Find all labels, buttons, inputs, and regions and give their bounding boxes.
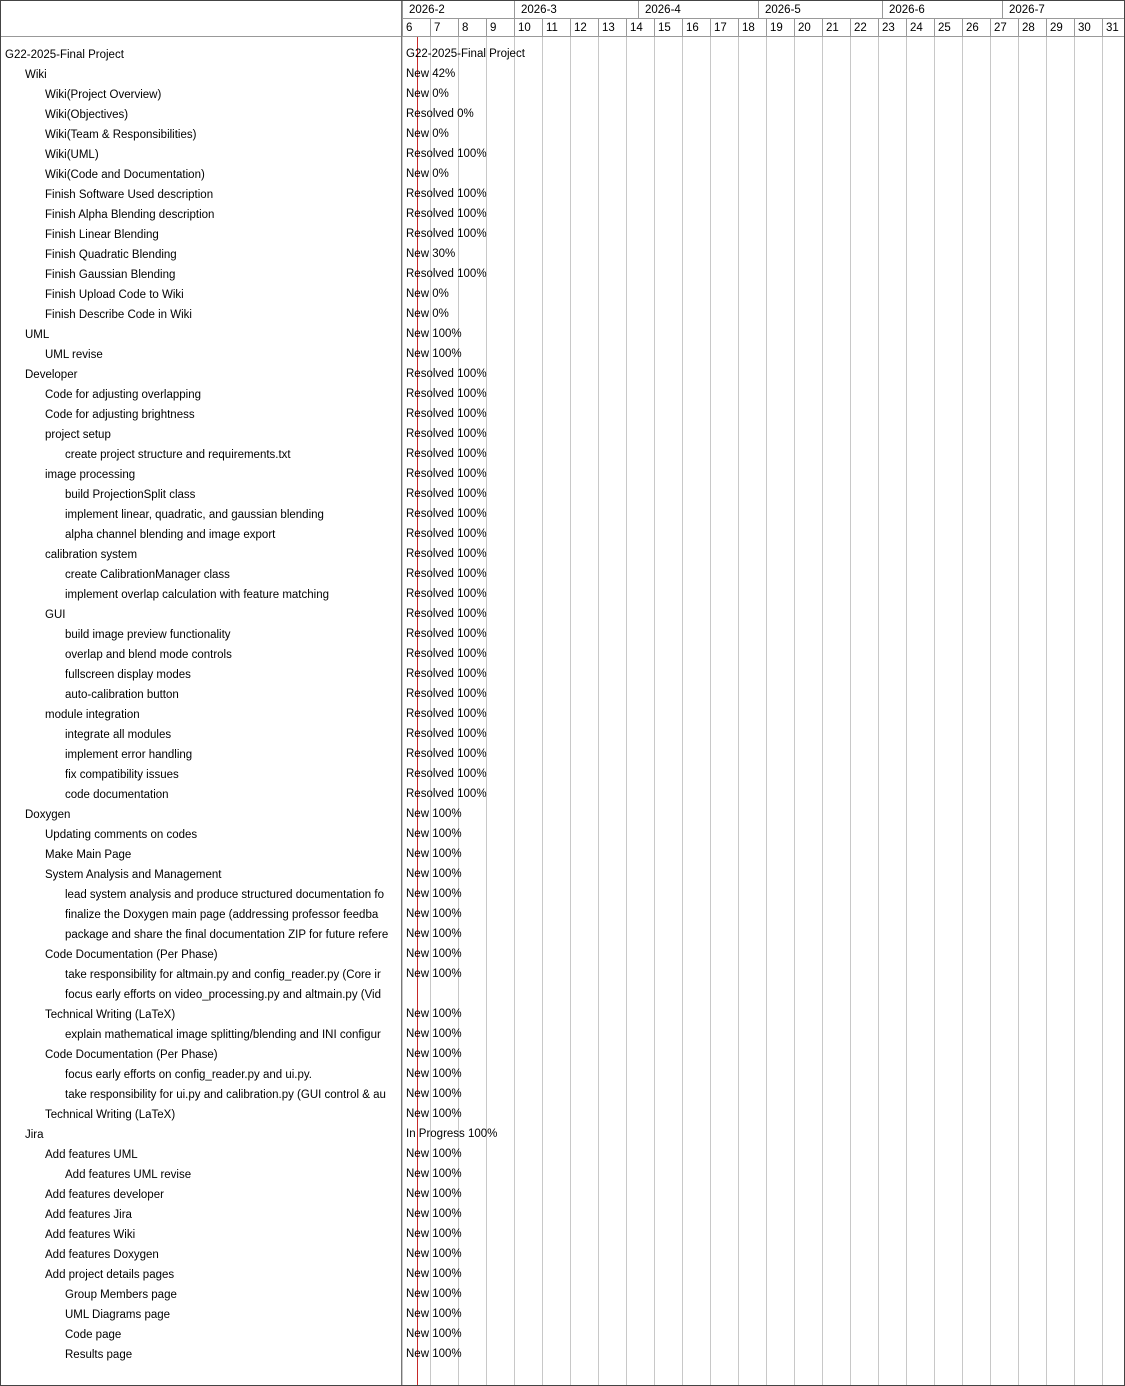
day-label: 23 — [878, 19, 906, 37]
task-row[interactable] — [1, 545, 401, 565]
task-row[interactable] — [1, 1025, 401, 1045]
day-gridline — [654, 37, 655, 1386]
day-gridline — [1102, 37, 1103, 1386]
day-gridline — [682, 37, 683, 1386]
task-row[interactable] — [1, 1065, 401, 1085]
task-name: UML revise — [45, 349, 103, 361]
task-status-label[interactable]: Resolved 100% — [406, 648, 487, 660]
task-name: Jira — [25, 1129, 44, 1141]
task-status-label[interactable]: New 100% — [406, 1228, 462, 1240]
task-status-label[interactable]: New 100% — [406, 1008, 462, 1020]
task-row[interactable] — [1, 925, 401, 945]
task-status-label[interactable]: New 100% — [406, 1208, 462, 1220]
day-label: 8 — [458, 19, 486, 37]
task-name: Add features developer — [45, 1189, 164, 1201]
task-name: Doxygen — [25, 809, 71, 821]
task-name: Developer — [25, 369, 78, 381]
task-status-label[interactable]: Resolved 0% — [406, 108, 474, 120]
day-gridline — [794, 37, 795, 1386]
task-name: Make Main Page — [45, 849, 132, 861]
task-name: UML Diagrams page — [65, 1309, 171, 1321]
task-name: Finish Quadratic Blending — [45, 249, 177, 261]
task-list-header — [1, 1, 401, 37]
task-status-label[interactable]: New 100% — [406, 1148, 462, 1160]
task-status-label[interactable]: Resolved 100% — [406, 688, 487, 700]
task-name: Add features UML revise — [65, 1169, 192, 1181]
task-name: Wiki(Team & Responsibilities) — [45, 129, 197, 141]
task-name: overlap and blend mode controls — [65, 649, 232, 661]
task-status-label[interactable]: Resolved 100% — [406, 728, 487, 740]
task-name: Finish Describe Code in Wiki — [45, 309, 192, 321]
task-name: Finish Software Used description — [45, 189, 214, 201]
task-name: Wiki(Code and Documentation) — [45, 169, 205, 181]
task-name: integrate all modules — [65, 729, 172, 741]
task-row[interactable] — [1, 265, 401, 285]
task-row[interactable] — [1, 125, 401, 145]
task-name: package and share the final documentation ZIP for future refere — [65, 929, 389, 941]
task-row[interactable] — [1, 205, 401, 225]
day-gridline — [542, 37, 543, 1386]
task-status-label[interactable]: New 100% — [406, 948, 462, 960]
task-row[interactable] — [1, 665, 401, 685]
task-name: GUI — [45, 609, 66, 621]
task-name: auto-calibration button — [65, 689, 179, 701]
month-label: 2026-2 — [402, 1, 514, 19]
task-name: build ProjectionSplit class — [65, 489, 196, 501]
task-row[interactable] — [1, 805, 401, 825]
task-name: Finish Gaussian Blending — [45, 269, 176, 281]
task-status-label[interactable]: Resolved 100% — [406, 668, 487, 680]
task-name: module integration — [45, 709, 140, 721]
day-label: 27 — [990, 19, 1018, 37]
day-label: 6 — [402, 19, 430, 37]
task-name: Group Members page — [65, 1289, 177, 1301]
month-label: 2026-5 — [758, 1, 882, 19]
day-gridline — [962, 37, 963, 1386]
task-row[interactable] — [1, 345, 401, 365]
task-row[interactable] — [1, 865, 401, 885]
task-row[interactable] — [1, 185, 401, 205]
task-name: implement error handling — [65, 749, 193, 761]
day-label: 18 — [738, 19, 766, 37]
task-row[interactable] — [1, 725, 401, 745]
task-name: implement linear, quadratic, and gaussian blending — [65, 509, 324, 521]
day-gridline — [934, 37, 935, 1386]
task-status-label[interactable]: New 100% — [406, 1268, 462, 1280]
task-row[interactable] — [1, 1205, 401, 1225]
task-row[interactable] — [1, 245, 401, 265]
task-row[interactable] — [1, 1225, 401, 1245]
task-row[interactable] — [1, 45, 401, 65]
task-row[interactable] — [1, 1345, 401, 1365]
task-name: project setup — [45, 429, 111, 441]
task-name: Add project details pages — [45, 1269, 175, 1281]
day-label: 19 — [766, 19, 794, 37]
task-row[interactable] — [1, 1185, 401, 1205]
task-status-label[interactable]: New 100% — [406, 848, 462, 860]
task-name: implement overlap calculation with feature matching — [65, 589, 329, 601]
task-name: System Analysis and Management — [45, 869, 222, 881]
task-row[interactable] — [1, 445, 401, 465]
day-label: 28 — [1018, 19, 1046, 37]
task-row[interactable] — [1, 905, 401, 925]
day-gridline — [878, 37, 879, 1386]
task-row[interactable] — [1, 845, 401, 865]
day-gridline — [710, 37, 711, 1386]
task-status-label[interactable]: Resolved 100% — [406, 448, 487, 460]
day-label: 15 — [654, 19, 682, 37]
task-name: Wiki(UML) — [45, 149, 99, 161]
task-status-label[interactable]: Resolved 100% — [406, 368, 487, 380]
task-status-label[interactable]: New 100% — [406, 868, 462, 880]
task-name: build image preview functionality — [65, 629, 231, 641]
task-status-label[interactable]: Resolved 100% — [406, 748, 487, 760]
task-row[interactable] — [1, 285, 401, 305]
day-label: 17 — [710, 19, 738, 37]
task-name: create CalibrationManager class — [65, 569, 230, 581]
day-gridline — [766, 37, 767, 1386]
day-label: 20 — [794, 19, 822, 37]
task-status-label[interactable]: New 100% — [406, 1048, 462, 1060]
task-name: Wiki(Objectives) — [45, 109, 129, 121]
task-status-label[interactable]: Resolved 100% — [406, 708, 487, 720]
task-row[interactable] — [1, 1305, 401, 1325]
task-row[interactable] — [1, 1005, 401, 1025]
day-label: 9 — [486, 19, 514, 37]
task-name: code documentation — [65, 789, 169, 801]
month-label: 2026-3 — [514, 1, 638, 19]
task-row[interactable] — [1, 505, 401, 525]
task-status-label[interactable]: New 0% — [406, 128, 449, 140]
task-name: Code for adjusting overlapping — [45, 389, 201, 401]
task-status-label[interactable]: Resolved 100% — [406, 588, 487, 600]
task-name: fix compatibility issues — [65, 769, 179, 781]
task-row[interactable] — [1, 645, 401, 665]
task-row[interactable] — [1, 1085, 401, 1105]
task-name: create project structure and requirements.txt — [65, 449, 291, 461]
task-row[interactable] — [1, 605, 401, 625]
task-status-label[interactable]: New 0% — [406, 88, 449, 100]
task-status-label[interactable]: New 100% — [406, 1108, 462, 1120]
task-row[interactable] — [1, 325, 401, 345]
day-gridline — [1046, 37, 1047, 1386]
task-name: Code for adjusting brightness — [45, 409, 195, 421]
day-label: 29 — [1046, 19, 1074, 37]
task-status-label[interactable]: Resolved 100% — [406, 408, 487, 420]
task-status-label[interactable]: New 0% — [406, 308, 449, 320]
month-label: 2026-7 — [1002, 1, 1125, 19]
task-row[interactable] — [1, 105, 401, 125]
task-status-label[interactable]: New 100% — [406, 1088, 462, 1100]
day-label: 21 — [822, 19, 850, 37]
task-status-label[interactable]: Resolved 100% — [406, 568, 487, 580]
task-status-label[interactable]: Resolved 100% — [406, 788, 487, 800]
day-gridline — [514, 37, 515, 1386]
day-gridline — [822, 37, 823, 1386]
task-status-label[interactable]: New 100% — [406, 1068, 462, 1080]
task-row[interactable] — [1, 565, 401, 585]
task-status-label[interactable]: Resolved 100% — [406, 148, 487, 160]
day-label: 25 — [934, 19, 962, 37]
task-row[interactable] — [1, 685, 401, 705]
task-status-label[interactable]: New 100% — [406, 1168, 462, 1180]
task-name: Technical Writing (LaTeX) — [45, 1109, 176, 1121]
task-name: Finish Alpha Blending description — [45, 209, 215, 221]
day-label: 31 — [1102, 19, 1125, 37]
task-status-label[interactable]: New 100% — [406, 828, 462, 840]
task-row[interactable] — [1, 1245, 401, 1265]
task-row[interactable] — [1, 625, 401, 645]
task-row[interactable] — [1, 65, 401, 85]
task-status-label[interactable]: Resolved 100% — [406, 468, 487, 480]
task-status-label[interactable]: New 30% — [406, 248, 456, 260]
task-name: Results page — [65, 1349, 133, 1361]
task-row[interactable] — [1, 1165, 401, 1185]
task-row[interactable] — [1, 965, 401, 985]
task-row[interactable] — [1, 1045, 401, 1065]
task-name: take responsibility for ui.py and calibration.py (GUI control & au — [65, 1089, 386, 1101]
task-status-label[interactable]: Resolved 100% — [406, 228, 487, 240]
day-gridline — [570, 37, 571, 1386]
task-status-label[interactable]: Resolved 100% — [406, 208, 487, 220]
task-row[interactable] — [1, 165, 401, 185]
task-status-label[interactable]: New 100% — [406, 1288, 462, 1300]
task-status-label[interactable]: New 100% — [406, 808, 462, 820]
task-name: lead system analysis and produce structured documentation fo — [65, 889, 384, 901]
day-label: 10 — [514, 19, 542, 37]
task-row[interactable] — [1, 1125, 401, 1145]
task-status-label[interactable]: In Progress 100% — [406, 1128, 498, 1140]
timeline-panel — [402, 1, 1125, 1386]
task-name: Code Documentation (Per Phase) — [45, 949, 218, 961]
task-name: Code Documentation (Per Phase) — [45, 1049, 218, 1061]
task-status-label[interactable]: Resolved 100% — [406, 488, 487, 500]
day-label: 22 — [850, 19, 878, 37]
task-row[interactable] — [1, 385, 401, 405]
day-gridline — [402, 37, 403, 1386]
day-label: 13 — [598, 19, 626, 37]
task-status-label[interactable]: Resolved 100% — [406, 508, 487, 520]
task-name: image processing — [45, 469, 136, 481]
task-status-label[interactable]: New 42% — [406, 68, 456, 80]
task-name: Finish Linear Blending — [45, 229, 159, 241]
day-label: 14 — [626, 19, 654, 37]
day-label: 30 — [1074, 19, 1102, 37]
task-row[interactable] — [1, 945, 401, 965]
day-gridline — [738, 37, 739, 1386]
task-name: UML — [25, 329, 50, 341]
day-label: 11 — [542, 19, 570, 37]
task-status-label[interactable]: Resolved 100% — [406, 188, 487, 200]
day-gridline — [906, 37, 907, 1386]
task-name: Wiki — [25, 69, 47, 81]
task-status-label[interactable]: New 0% — [406, 168, 449, 180]
month-label: 2026-4 — [638, 1, 758, 19]
day-label: 24 — [906, 19, 934, 37]
task-row[interactable] — [1, 225, 401, 245]
task-row[interactable] — [1, 305, 401, 325]
task-status-label[interactable]: New 100% — [406, 1248, 462, 1260]
task-name: Updating comments on codes — [45, 829, 198, 841]
task-name: fullscreen display modes — [65, 669, 191, 681]
day-gridline — [598, 37, 599, 1386]
task-name: Finish Upload Code to Wiki — [45, 289, 184, 301]
task-status-label[interactable]: New 100% — [406, 968, 462, 980]
task-name: G22-2025-Final Project — [5, 49, 124, 61]
task-status-label[interactable]: Resolved 100% — [406, 528, 487, 540]
task-row[interactable] — [1, 1265, 401, 1285]
task-name: Add features UML — [45, 1149, 138, 1161]
day-gridline — [1074, 37, 1075, 1386]
task-row[interactable] — [1, 145, 401, 165]
task-row[interactable] — [1, 885, 401, 905]
task-name: Add features Jira — [45, 1209, 132, 1221]
task-status-label[interactable]: New 100% — [406, 1188, 462, 1200]
task-status-label[interactable]: G22-2025-Final Project — [406, 48, 525, 60]
task-status-label[interactable]: Resolved 100% — [406, 268, 487, 280]
task-status-label[interactable]: Resolved 100% — [406, 428, 487, 440]
task-row[interactable] — [1, 705, 401, 725]
task-status-label[interactable]: New 100% — [406, 348, 462, 360]
day-label: 7 — [430, 19, 458, 37]
task-row[interactable] — [1, 745, 401, 765]
day-label: 12 — [570, 19, 598, 37]
task-name: Add features Doxygen — [45, 1249, 159, 1261]
task-name: Technical Writing (LaTeX) — [45, 1009, 176, 1021]
task-status-label[interactable]: New 100% — [406, 328, 462, 340]
task-row[interactable] — [1, 485, 401, 505]
task-row[interactable] — [1, 825, 401, 845]
task-name: focus early efforts on video_processing.py and altmain.py (Vid — [65, 989, 382, 1001]
task-name: focus early efforts on config_reader.py and ui.py. — [65, 1069, 312, 1081]
task-name: Wiki(Project Overview) — [45, 89, 162, 101]
task-status-label[interactable]: New 100% — [406, 1328, 462, 1340]
task-status-label[interactable]: New 0% — [406, 288, 449, 300]
task-status-label[interactable]: New 100% — [406, 1308, 462, 1320]
task-name: explain mathematical image splitting/blending and INI configur — [65, 1029, 381, 1041]
task-list-panel — [1, 1, 401, 1386]
day-gridline — [1018, 37, 1019, 1386]
task-name: Add features Wiki — [45, 1229, 136, 1241]
task-row[interactable] — [1, 1105, 401, 1125]
task-status-label[interactable]: New 100% — [406, 928, 462, 940]
task-name: alpha channel blending and image export — [65, 529, 276, 541]
task-row[interactable] — [1, 465, 401, 485]
task-row[interactable] — [1, 585, 401, 605]
task-name: calibration system — [45, 549, 138, 561]
task-row[interactable] — [1, 1325, 401, 1345]
task-status-label[interactable]: Resolved 100% — [406, 388, 487, 400]
day-gridline — [990, 37, 991, 1386]
day-gridline — [626, 37, 627, 1386]
task-row[interactable] — [1, 365, 401, 385]
task-row[interactable] — [1, 785, 401, 805]
task-status-label[interactable]: Resolved 100% — [406, 768, 487, 780]
day-label: 26 — [962, 19, 990, 37]
task-status-label[interactable]: New 100% — [406, 1028, 462, 1040]
day-gridline — [850, 37, 851, 1386]
task-status-label[interactable]: New 100% — [406, 1348, 462, 1360]
task-status-label[interactable]: New 100% — [406, 908, 462, 920]
task-row[interactable] — [1, 1145, 401, 1165]
task-row[interactable] — [1, 85, 401, 105]
day-label: 16 — [682, 19, 710, 37]
task-status-label[interactable]: Resolved 100% — [406, 548, 487, 560]
task-row[interactable] — [1, 525, 401, 545]
task-row[interactable] — [1, 405, 401, 425]
task-row[interactable] — [1, 985, 401, 1005]
task-status-label[interactable]: New 100% — [406, 888, 462, 900]
task-status-label[interactable]: Resolved 100% — [406, 628, 487, 640]
task-status-label[interactable]: Resolved 100% — [406, 608, 487, 620]
task-row[interactable] — [1, 1285, 401, 1305]
task-name: Code page — [65, 1329, 122, 1341]
task-row[interactable] — [1, 765, 401, 785]
task-row[interactable] — [1, 425, 401, 445]
month-label: 2026-6 — [882, 1, 1002, 19]
task-name: finalize the Doxygen main page (addressing professor feedba — [65, 909, 379, 921]
task-name: take responsibility for altmain.py and config_reader.py (Core ir — [65, 969, 381, 981]
